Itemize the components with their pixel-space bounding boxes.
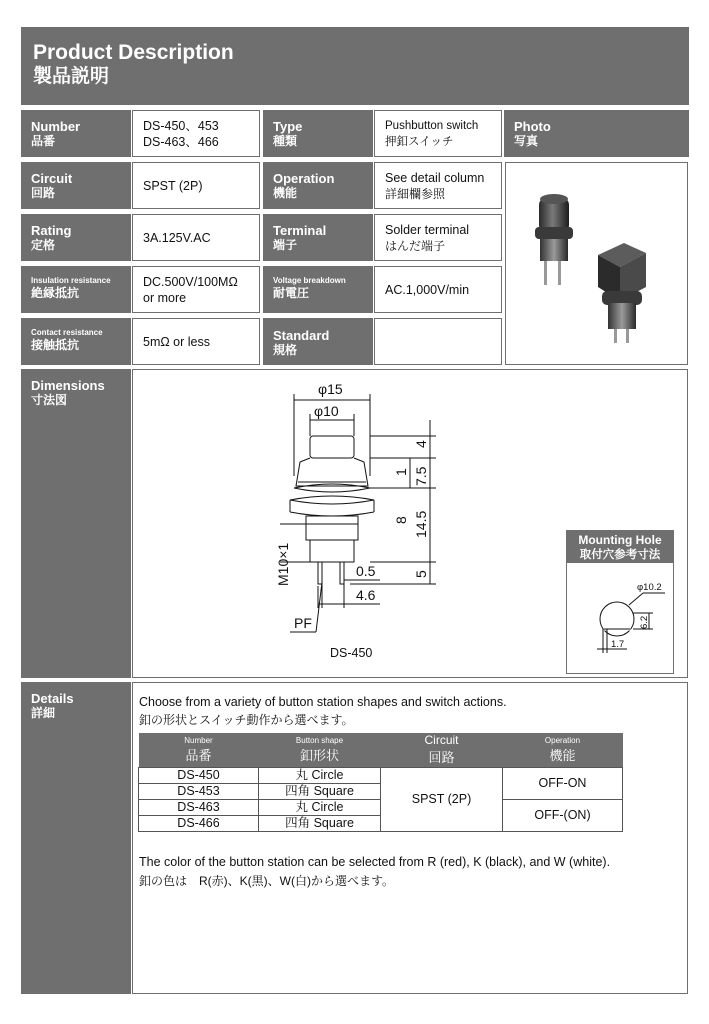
- dim-4-6: 4.6: [356, 587, 376, 603]
- number-value: DS-450、453 DS-463、466: [132, 110, 260, 157]
- table-row: DS-453 四角 Square: [139, 783, 623, 799]
- product-photo: [506, 163, 687, 364]
- dim-5: 5: [413, 570, 429, 578]
- type-label: Type 種類: [263, 110, 373, 157]
- terminal-value: Solder terminal はんだ端子: [374, 214, 502, 261]
- switch-round: [535, 194, 573, 285]
- photo-frame: [505, 162, 688, 365]
- contact-label: Contact resistance 接触抵抗: [21, 318, 131, 365]
- rating-label: Rating 定格: [21, 214, 131, 261]
- details-table: [138, 733, 623, 832]
- mount-dim-1-7: 1.7: [611, 639, 625, 650]
- dim-7-5: 7.5: [413, 466, 429, 486]
- switch-square: [598, 243, 646, 343]
- table-row: DS-463 丸 Circle OFF-(ON): [139, 799, 623, 815]
- dim-0-5: 0.5: [356, 563, 376, 579]
- th-operation: Operation 機能: [503, 733, 623, 767]
- dim-4: 4: [413, 440, 429, 448]
- th-number: Number 品番: [139, 733, 259, 767]
- details-panel: [132, 682, 688, 994]
- dim-8: 8: [393, 516, 409, 524]
- table-row: DS-466 四角 Square: [139, 815, 623, 831]
- number-label: Number 品番: [21, 110, 131, 157]
- photo-label: Photo 写真: [504, 110, 689, 157]
- operation-cell-2: OFF-(ON): [503, 799, 623, 831]
- drawing-model: DS-450: [330, 646, 373, 660]
- details-label: Details 詳細: [21, 682, 131, 994]
- header-banner: [21, 27, 689, 105]
- details-color-en: The color of the button station can be selected from R (red), K (black), and W (white).: [139, 855, 611, 869]
- page-title: Product Description: [33, 41, 234, 64]
- dim-14-5: 14.5: [413, 510, 429, 538]
- dim-m10: M10×1: [275, 542, 291, 586]
- operation-value: See detail column 詳細欄参照: [374, 162, 502, 209]
- dimensions-label: Dimensions 寸法図: [21, 369, 131, 678]
- insulation-label: Insulation resistance 絶縁抵抗: [21, 266, 131, 313]
- mounting-hole-drawing: [567, 563, 673, 673]
- details-color-jp: 釦の色は R(赤)、K(黒)、W(白)から選べます。: [139, 874, 395, 888]
- contact-value: 5mΩ or less: [132, 318, 260, 365]
- terminal-label: Terminal 端子: [263, 214, 373, 261]
- operation-cell-1: OFF-ON: [503, 767, 623, 799]
- details-intro-en: Choose from a variety of button station shapes and switch actions.: [139, 695, 507, 709]
- details-intro-jp: 釦の形状とスイッチ動作から選べます。: [139, 713, 354, 727]
- mount-dim-phi: φ10.2: [637, 582, 662, 593]
- standard-value: [374, 318, 502, 365]
- dim-phi15: φ15: [318, 381, 343, 397]
- voltage-value: AC.1,000V/min: [374, 266, 502, 313]
- insulation-value: DC.500V/100MΩ or more: [132, 266, 260, 313]
- dimension-drawing: [260, 376, 450, 646]
- circuit-value: SPST (2P): [132, 162, 260, 209]
- dim-phi10: φ10: [314, 403, 339, 419]
- details-table-wrap: [138, 733, 623, 832]
- mount-dim-6-2: 6.2: [639, 615, 650, 629]
- operation-label: Operation 機能: [263, 162, 373, 209]
- table-row: DS-450 丸 Circle SPST (2P) OFF-ON: [139, 767, 623, 783]
- table-header: [139, 733, 623, 767]
- voltage-label: Voltage breakdown 耐電圧: [263, 266, 373, 313]
- th-shape: Button shape 釦形状: [259, 733, 381, 767]
- th-circuit: Circuit 回路: [381, 733, 503, 767]
- dim-1: 1: [393, 468, 409, 476]
- standard-label: Standard 規格: [263, 318, 373, 365]
- circuit-cell: SPST (2P): [381, 767, 503, 831]
- mounting-hole-title: Mounting Hole 取付穴参考寸法: [567, 531, 673, 563]
- page-title-jp: 製品説明: [33, 66, 110, 87]
- dim-pf: PF: [294, 615, 312, 631]
- mounting-hole-box: [566, 530, 674, 674]
- type-value: Pushbutton switch 押釦スイッチ: [374, 110, 502, 157]
- rating-value: 3A.125V.AC: [132, 214, 260, 261]
- circuit-label: Circuit 回路: [21, 162, 131, 209]
